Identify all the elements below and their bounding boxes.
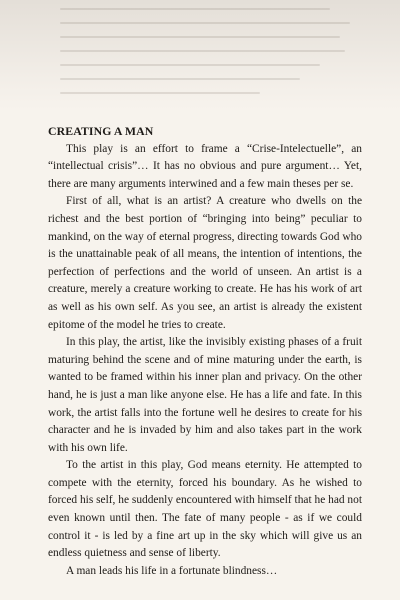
paragraph-3: In this play, the artist, like the invisibly existing phases of a fruit maturing behind the scene and of mine maturing under the earth, is wanted to be framed within his inner plan and privacy. On the other hand, he is just a man like anyone else. He has a life and fate. In this work, the artist falls into the fortune well he desires to create for his character and he is invaded by him and also takes part in the work with his own life. [48, 336, 362, 454]
show-through-line [60, 8, 330, 10]
show-through-text-area [0, 0, 400, 110]
paragraph-1: This play is an effort to frame a “Crise-Intelectuelle”, an “intellectual crisis”… It has no obvious and pure argument… Yet, there are many arguments interwined and a few main theses per se. [48, 142, 362, 190]
section-heading: CREATING A MAN [48, 124, 154, 138]
paragraph-4: To the artist in this play, God means eternity. He attempted to compete with the eternity, forced his boundary. As he wished to forced his self, he suddenly encountered with himself that he had not even known until then. The fate of many people - as if we could control it - is led by a fine art up in the sky which will give us an endless quietness and sense of liberty. [48, 459, 362, 560]
show-through-line [60, 22, 350, 24]
show-through-line [60, 50, 345, 52]
show-through-line [60, 78, 300, 80]
essay-body [48, 123, 362, 580]
paragraph-2: First of all, what is an artist? A creature who dwells on the richest and the best portion of “bringing into being” peculiar to mankind, on the way of eternal progress, directing towards God who is the unattainable peak of all means, the intention of intentions, the perfection of perfections and the world of unseen. An artist is a creature, merely a creature working to create. He has his work of art as well as his own self. As you see, an artist is already the existent epitome of the model he tries to create. [48, 195, 362, 331]
show-through-line [60, 64, 320, 66]
show-through-line [60, 36, 340, 38]
paragraph-5: A man leads his life in a fortunate blindness… [66, 564, 278, 577]
show-through-line [60, 92, 260, 94]
